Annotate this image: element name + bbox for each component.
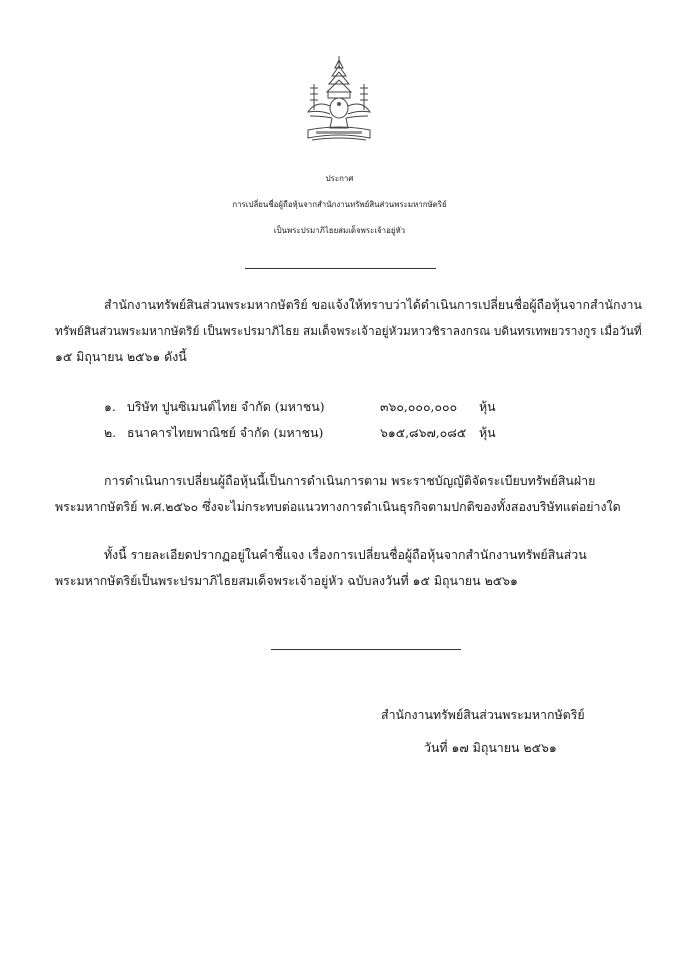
issuing-office: สำนักงานทรัพย์สินส่วนพระมหากษัตริย์ [381,707,585,722]
para2-line1: การดำเนินการเปลี่ยนผู้ถือหุ้นนี้เป็นการดำเนินการตาม พระราชบัญญัติจัดระเบียบทรัพย์สินฝ่าย [104,473,596,488]
list-item-unit: หุ้น [479,399,496,414]
para3-line2: พระมหากษัตริย์เป็นพระปรมาภิไธยสมเด็จพระเจ้าอยู่หัว ฉบับลงวันที่ ๑๕ มิถุนายน ๒๕๖๑ [55,573,518,588]
list-item-company: บริษัท ปูนซิเมนต์ไทย จำกัด (มหาชน) [127,399,325,414]
para1-line2: ทรัพย์สินส่วนพระมหากษัตริย์ เป็นพระปรมาภิไธย สมเด็จพระเจ้าอยู่หัวมหาวชิราลงกรณ บดินทรเทพยวรางกูร เมื่อวันที่ [55,324,642,338]
list-item-shares: ๓๖๐,๐๐๐,๐๐๐ [380,399,458,414]
list-item-no: ๒. [104,425,117,440]
announcement-title: ประกาศ [325,174,354,183]
list-item-company: ธนาคารไทยพาณิชย์ จำกัด (มหาชน) [127,425,324,440]
footer-divider [271,649,461,650]
header-divider [245,268,436,269]
list-item-shares: ๖๑๕,๘๖๗,๐๘๕ [380,425,467,440]
garuda-crown-emblem-icon [302,54,376,152]
para2-line2: พระมหากษัตริย์ พ.ศ.๒๕๖๐ ซึ่งจะไม่กระทบต่อแนวทางการดำเนินธุรกิจตามปกติของทั้งสองบริษัทแต่อย่างใด [55,499,621,514]
announcement-subtitle-line2: เป็นพระปรมาภิไธยสมเด็จพระเจ้าอยู่หัว [273,226,406,235]
issue-date: วันที่ ๑๗ มิถุนายน ๒๕๖๑ [424,740,557,755]
para3-line1: ทั้งนี้ รายละเอียดปรากฏอยู่ในคำชี้แจง เรื่องการเปลี่ยนชื่อผู้ถือหุ้นจากสำนักงานทรัพย์สินส่วน [104,547,587,562]
list-item-unit: หุ้น [479,425,496,440]
list-item-no: ๑. [104,399,116,414]
announcement-subtitle-line1: การเปลี่ยนชื่อผู้ถือหุ้นจากสำนักงานทรัพย์สินส่วนพระมหากษัตริย์ [232,200,447,209]
para1-line1: สำนักงานทรัพย์สินส่วนพระมหากษัตริย์ ขอแจ้งให้ทราบว่าได้ดำเนินการเปลี่ยนชื่อผู้ถือหุ้นจากสำนักงาน [104,297,642,312]
para1-line3: ๑๕ มิถุนายน ๒๕๖๑ ดังนี้ [55,349,187,364]
